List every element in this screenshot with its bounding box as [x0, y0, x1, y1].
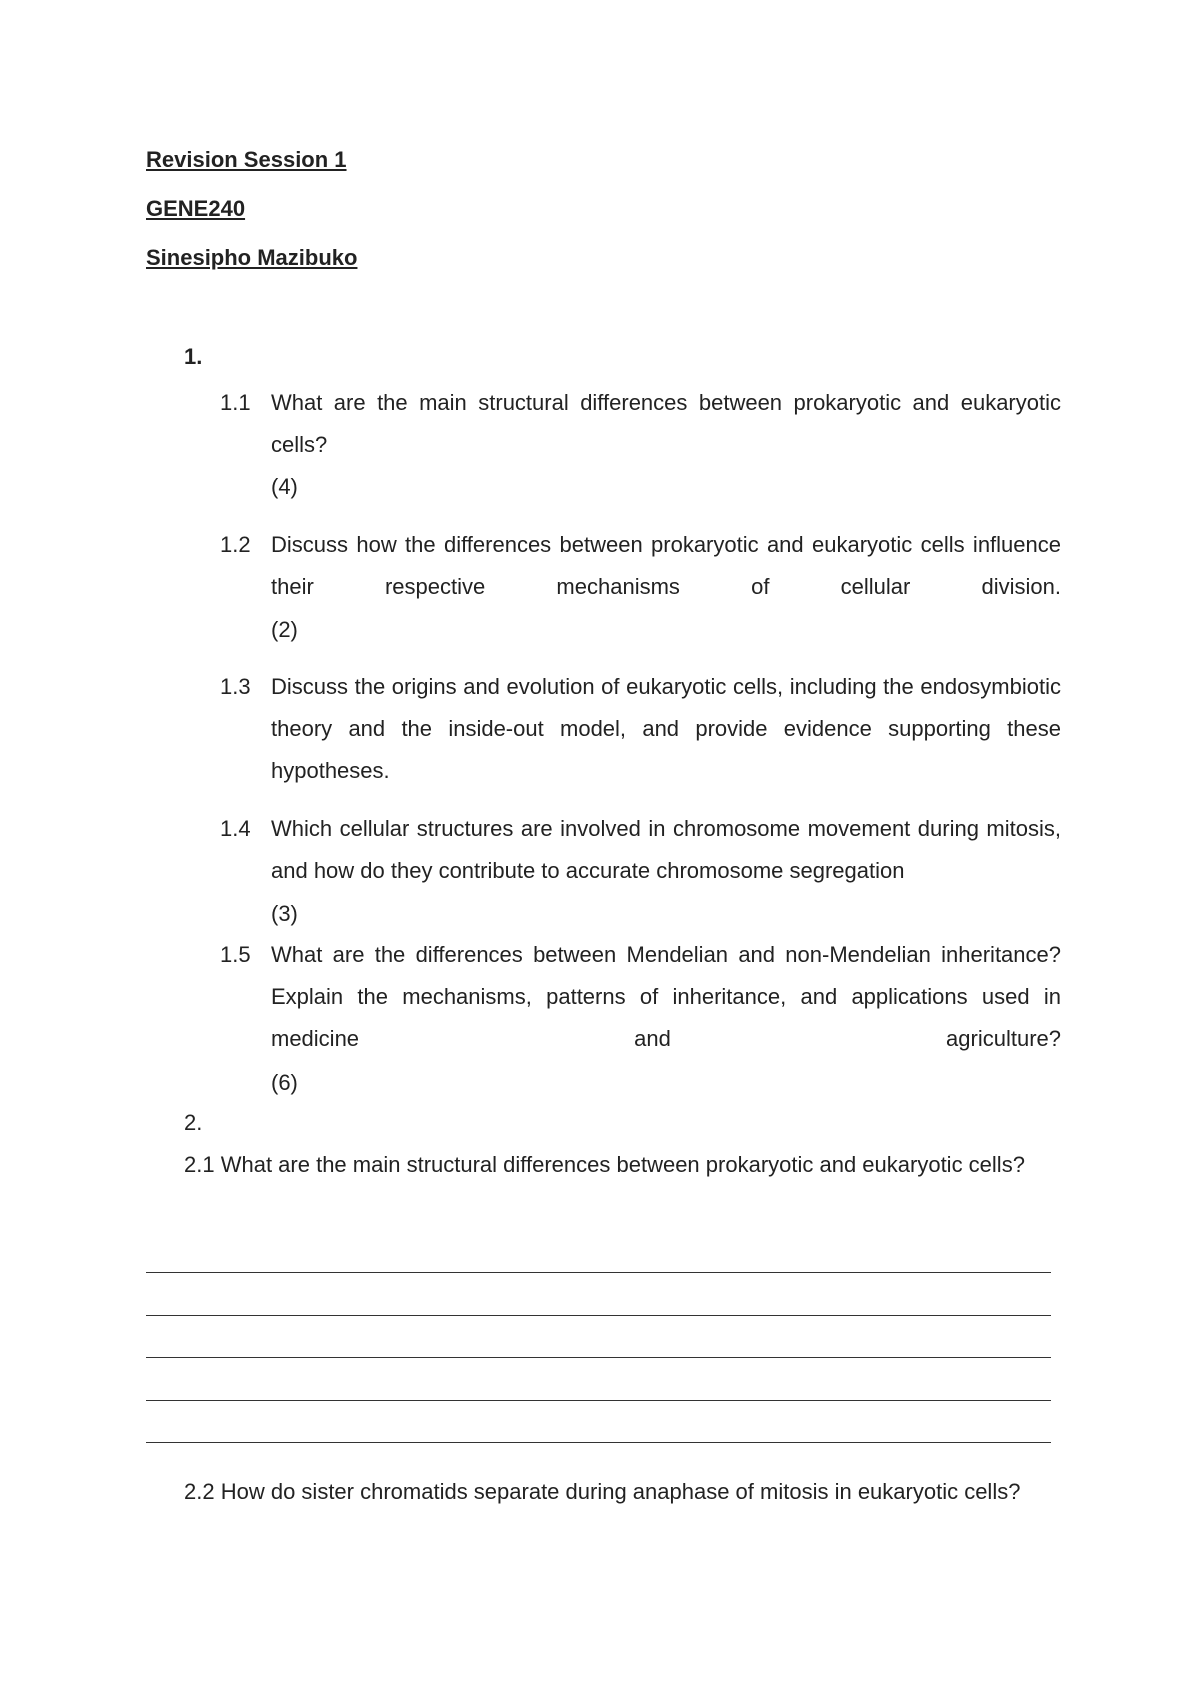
question-number: 1.5 [220, 942, 251, 967]
question-text: Discuss the origins and evolution of eukaryotic cells, including the endosymbiotic theory and the inside-out model, and provide evidence supporting these hypotheses. [271, 674, 1061, 783]
question-text: Discuss how the differences between prokaryotic and eukaryotic cells influence their respective mechanisms of cellular division. [271, 532, 1061, 599]
answer-line [146, 1400, 1051, 1401]
question-text: How do sister chromatids separate during anaphase of mitosis in eukaryotic cells? [220, 1479, 1021, 1504]
answer-line [146, 1272, 1051, 1273]
question-marks: (4) [271, 474, 298, 499]
section-1-number: 1. [184, 344, 203, 369]
question-text: What are the main structural differences between prokaryotic and eukaryotic cells? [271, 390, 1061, 457]
question-marks: (6) [271, 1070, 298, 1095]
document-title: Revision Session 1 [146, 147, 347, 172]
answer-line [146, 1442, 1051, 1443]
question-marks: (3) [271, 901, 298, 926]
question-number: 2.2 [184, 1479, 215, 1504]
question-number: 2.1 [184, 1152, 215, 1177]
question-text: Which cellular structures are involved in chromosome movement during mitosis, and how do they contribute to accurate chromosome segregation [271, 816, 1061, 883]
question-number: 1.4 [220, 816, 251, 841]
section-2-number: 2. [184, 1110, 203, 1135]
question-number: 1.3 [220, 674, 251, 699]
question-2-2 [184, 1471, 1060, 1513]
answer-line [146, 1315, 1051, 1316]
course-code: GENE240 [146, 196, 246, 221]
question-number: 1.1 [220, 390, 251, 415]
question-text: What are the differences between Mendelian and non-Mendelian inheritance? Explain the mechanisms, patterns of inheritance, and applications used in medicine and agriculture? [271, 942, 1061, 1051]
answer-line [146, 1357, 1051, 1358]
author-name: Sinesipho Mazibuko [146, 245, 358, 270]
question-marks: (2) [271, 617, 298, 642]
question-2-1 [184, 1144, 1060, 1186]
question-text: What are the main structural differences between prokaryotic and eukaryotic cells? [220, 1152, 1025, 1177]
question-number: 1.2 [220, 532, 251, 557]
